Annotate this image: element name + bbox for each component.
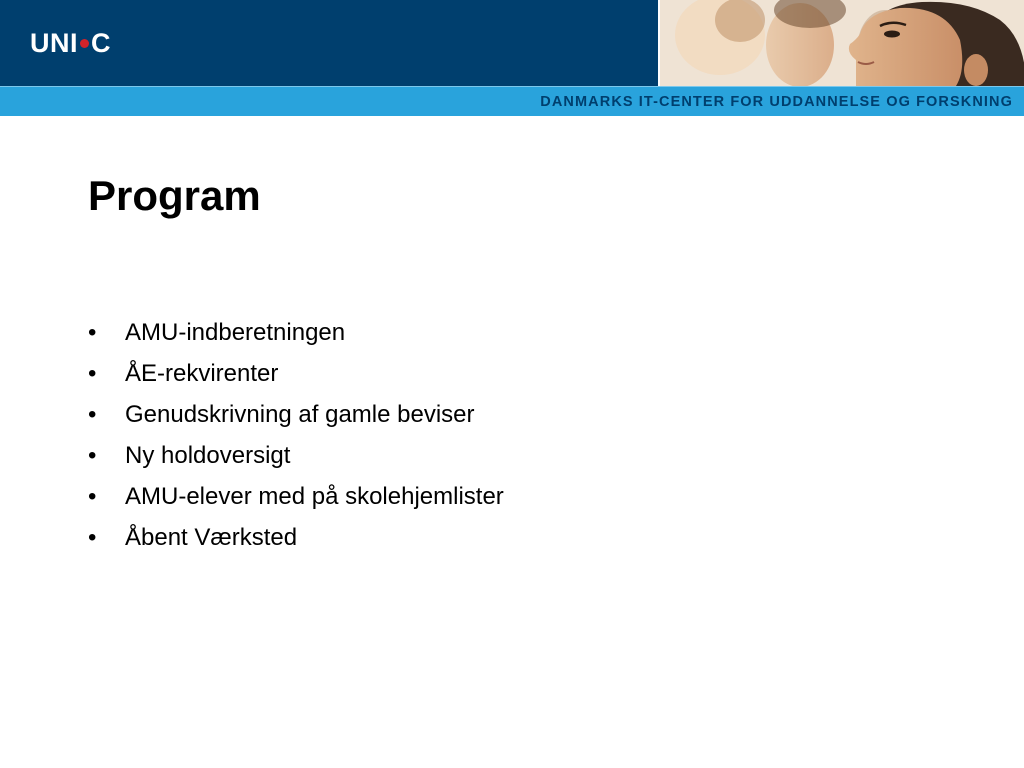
tagline-band — [0, 86, 1024, 116]
header-band — [0, 0, 1024, 86]
list-item — [88, 353, 504, 394]
list-item-text: Ny holdoversigt — [125, 442, 291, 469]
bullet-icon: • — [88, 442, 97, 469]
bullet-icon: • — [88, 360, 97, 387]
list-item-text: AMU-elever med på skolehjemlister — [125, 483, 504, 510]
unic-logo — [30, 28, 111, 58]
list-item-text: Genudskrivning af gamle beviser — [125, 401, 475, 428]
tagline-text: DANMARKS IT-CENTER FOR UDDANNELSE OG FORSKNING — [540, 94, 1013, 110]
bullet-icon: • — [88, 401, 97, 428]
list-item-text: ÅE-rekvirenter — [125, 360, 279, 387]
list-item — [88, 476, 504, 517]
students-photo-image — [660, 0, 1024, 86]
bullet-icon: • — [88, 483, 97, 510]
logo-text-right: C — [91, 28, 111, 58]
slide-title: Program — [88, 172, 261, 219]
logo-dot-icon — [80, 39, 89, 48]
bullet-icon: • — [88, 524, 97, 551]
list-item — [88, 517, 504, 558]
bullet-icon: • — [88, 319, 97, 346]
list-item — [88, 312, 504, 353]
list-item-text: AMU-indberetningen — [125, 319, 346, 346]
list-item-text: Åbent Værksted — [125, 524, 298, 551]
logo-text-left: UNI — [30, 28, 78, 58]
bullet-list — [88, 312, 504, 558]
header-photo — [658, 0, 1024, 86]
list-item — [88, 435, 504, 476]
list-item — [88, 394, 504, 435]
